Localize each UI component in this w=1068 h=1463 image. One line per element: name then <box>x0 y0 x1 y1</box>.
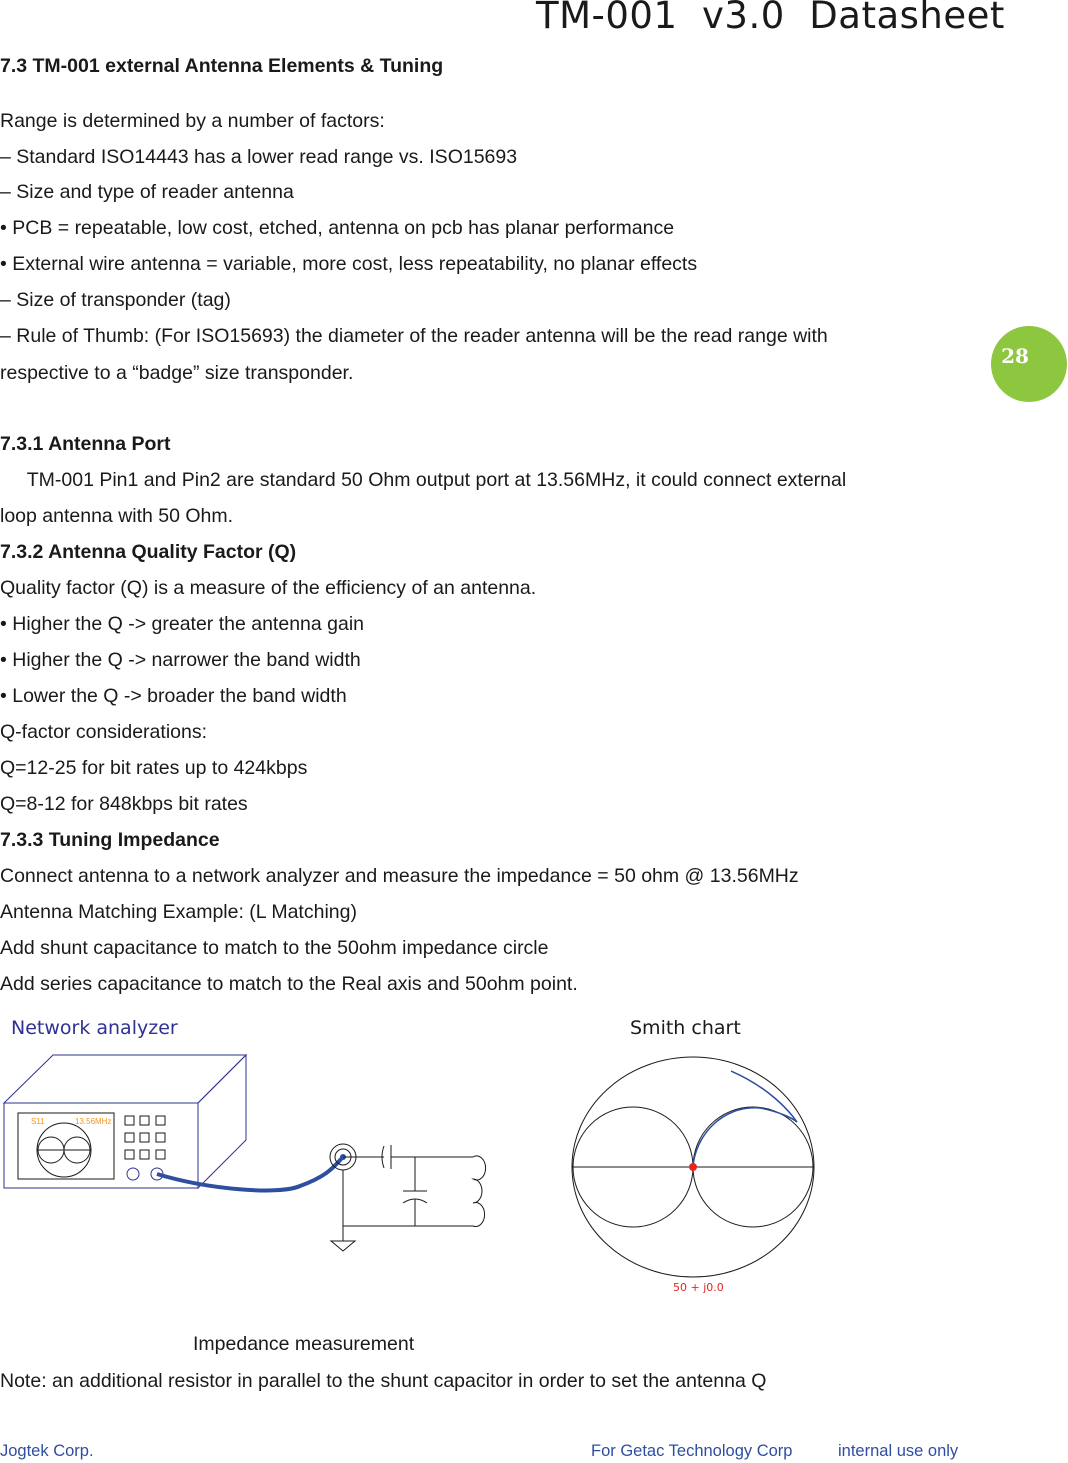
center-marker-icon <box>689 1163 697 1171</box>
screen-s11-text: S11 <box>31 1117 45 1126</box>
section-7-3-3-line: Add series capacitance to match to the Real axis and 50ohm point. <box>0 973 578 995</box>
section-7-3-2-line: • Lower the Q -> broader the band width <box>0 685 347 707</box>
page-number: 28 <box>1001 344 1029 368</box>
section-7-3-3-line: Add shunt capacitance to match to the 50ohm impedance circle <box>0 937 549 959</box>
section-7-3-line: • PCB = repeatable, low cost, etched, antenna on pcb has planar performance <box>0 217 675 239</box>
section-7-3-1-line: TM-001 Pin1 and Pin2 are standard 50 Ohm output port at 13.56MHz, it could connect external <box>0 469 847 491</box>
section-7-3-line: – Standard ISO14443 has a lower read range vs. ISO15693 <box>0 146 518 168</box>
network-analyzer-label: Network analyzer <box>11 1017 178 1039</box>
section-7-3-line: respective to a “badge” size transponder. <box>0 362 354 384</box>
section-7-3-2-line: Quality factor (Q) is a measure of the efficiency of an antenna. <box>0 577 537 599</box>
section-7-3-line: – Rule of Thumb: (For ISO15693) the diameter of the reader antenna will be the read range with <box>0 325 828 347</box>
section-7-3-line: – Size and type of reader antenna <box>0 181 294 203</box>
section-7-3-3-line: Antenna Matching Example: (L Matching) <box>0 901 357 923</box>
diagram-caption: Impedance measurement <box>193 1333 415 1355</box>
footer-center: For Getac Technology Corp <box>591 1442 793 1460</box>
section-7-3-3-heading: 7.3.3 Tuning Impedance <box>0 829 220 851</box>
section-7-3-2-line: Q-factor considerations: <box>0 721 208 743</box>
section-7-3-heading: 7.3 TM-001 external Antenna Elements & Tuning <box>0 55 444 77</box>
footer-left: Jogtek Corp. <box>0 1442 94 1460</box>
footer-right: internal use only <box>838 1442 959 1460</box>
impedance-trace-outer <box>731 1071 797 1122</box>
section-7-3-3-line: Connect antenna to a network analyzer and measure the impedance = 50 ohm @ 13.56MHz <box>0 865 799 887</box>
screen-smith-icon <box>37 1123 91 1177</box>
smith-chart-label: Smith chart <box>630 1017 741 1039</box>
section-7-3-1-heading: 7.3.1 Antenna Port <box>0 433 171 455</box>
smith-point-label: 50 + j0.0 <box>673 1281 724 1294</box>
section-7-3-2-line: • Higher the Q -> narrower the band width <box>0 649 361 671</box>
section-7-3-1-line: loop antenna with 50 Ohm. <box>0 505 234 527</box>
keypad-icon <box>125 1116 165 1159</box>
section-7-3-2-line: Q=12-25 for bit rates up to 424kbps <box>0 757 308 779</box>
port-1-icon <box>127 1168 139 1180</box>
section-7-3-2-heading: 7.3.2 Antenna Quality Factor (Q) <box>0 541 297 563</box>
document-title: TM-001 v3.0 Datasheet <box>536 0 1005 37</box>
section-7-3-line: • External wire antenna = variable, more cost, less repeatability, no planar effects <box>0 253 698 275</box>
section-7-3-2-line: • Higher the Q -> greater the antenna gain <box>0 613 365 635</box>
cable-icon <box>157 1157 343 1190</box>
section-7-3-line: Range is determined by a number of factors: <box>0 110 385 132</box>
matching-circuit-icon <box>331 1145 486 1251</box>
note-text: Note: an additional resistor in parallel to the shunt capacitor in order to set the antenna Q <box>0 1370 767 1392</box>
section-7-3-2-line: Q=8-12 for 848kbps bit rates <box>0 793 248 815</box>
impedance-trace-inner <box>693 1108 797 1167</box>
screen-freq-text: 13.56MHz <box>75 1117 112 1126</box>
section-7-3-line: – Size of transponder (tag) <box>0 289 231 311</box>
